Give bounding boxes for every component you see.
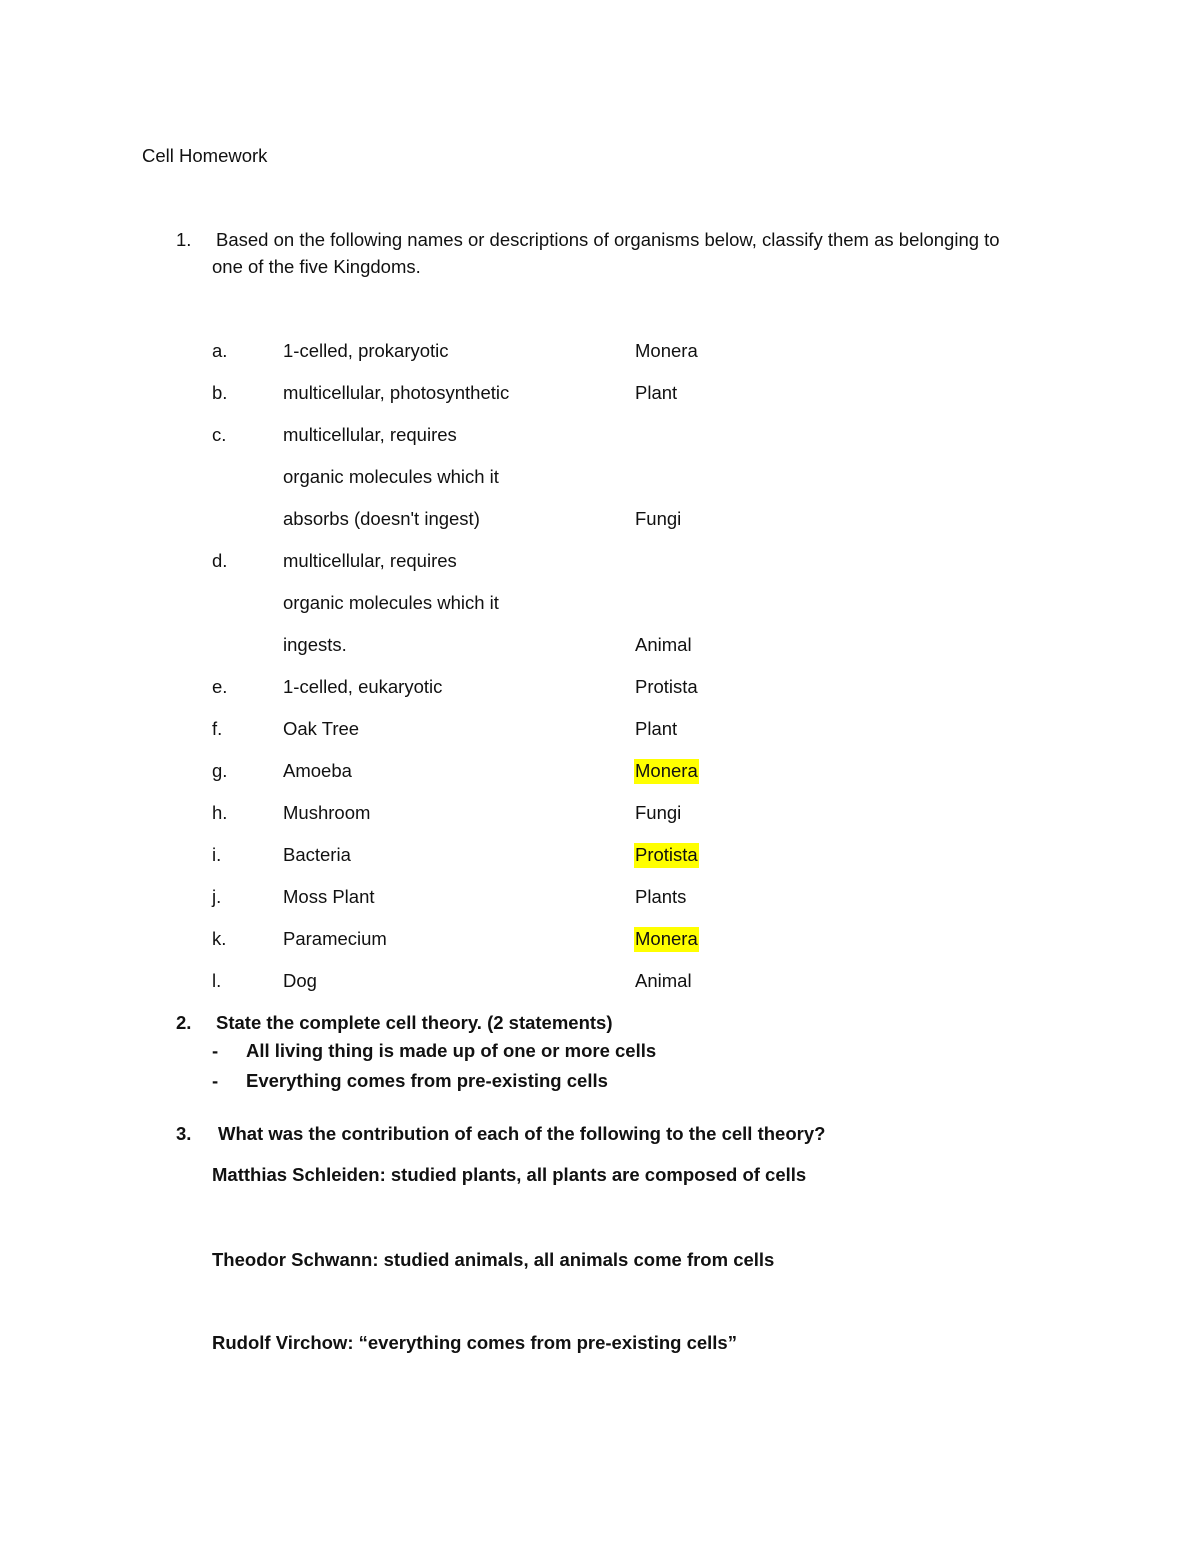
item-letter: i. (212, 844, 222, 865)
q2-answer: Everything comes from pre-existing cells (246, 1070, 608, 1091)
q1-number: 1. (176, 229, 192, 250)
item-letter: k. (212, 928, 227, 949)
item-answer-highlighted: Monera (634, 759, 699, 784)
item-description: multicellular, photosynthetic (283, 382, 510, 403)
item-answer: Plant (635, 718, 678, 739)
item-description: Amoeba (283, 760, 352, 781)
q1-text-line2: one of the five Kingdoms. (212, 256, 421, 277)
item-description: 1-celled, prokaryotic (283, 340, 449, 361)
q3-number: 3. (176, 1123, 192, 1144)
item-answer: Plant (635, 382, 678, 403)
q3-answer-schleiden: Matthias Schleiden: studied plants, all plants are composed of cells (212, 1164, 807, 1185)
q2-number: 2. (176, 1012, 192, 1033)
q2-answer: All living thing is made up of one or more cells (246, 1040, 657, 1061)
item-description: multicellular, requires (283, 550, 457, 571)
item-answer: Animal (635, 634, 692, 655)
q1-text-line1: Based on the following names or descriptions of organisms below, classify them as belonging to (216, 229, 1000, 250)
item-description: Bacteria (283, 844, 351, 865)
q3-text: What was the contribution of each of the following to the cell theory? (218, 1123, 826, 1144)
page-title: Cell Homework (142, 145, 268, 166)
item-description: Oak Tree (283, 718, 360, 739)
item-description: organic molecules which it (283, 466, 499, 487)
q3-answer-schwann: Theodor Schwann: studied animals, all animals come from cells (212, 1249, 775, 1270)
item-description: Mushroom (283, 802, 371, 823)
item-answer: Protista (635, 676, 698, 697)
item-letter: c. (212, 424, 227, 445)
item-answer-highlighted: Monera (634, 927, 699, 952)
item-description: Paramecium (283, 928, 387, 949)
item-description: organic molecules which it (283, 592, 499, 613)
item-answer-highlighted: Protista (634, 843, 699, 868)
item-answer: Animal (635, 970, 692, 991)
item-description: multicellular, requires (283, 424, 457, 445)
item-letter: h. (212, 802, 228, 823)
item-description: 1-celled, eukaryotic (283, 676, 443, 697)
item-letter: e. (212, 676, 228, 697)
item-description: Moss Plant (283, 886, 375, 907)
item-description: Dog (283, 970, 317, 991)
item-description: ingests. (283, 634, 347, 655)
item-answer: Plants (635, 886, 687, 907)
item-letter: g. (212, 760, 228, 781)
item-answer: Fungi (635, 508, 682, 529)
q2-text: State the complete cell theory. (2 statements) (216, 1012, 613, 1033)
item-letter: d. (212, 550, 228, 571)
q3-answer-virchow: Rudolf Virchow: “everything comes from pre-existing cells” (212, 1332, 737, 1353)
item-letter: l. (212, 970, 222, 991)
item-description: absorbs (doesn't ingest) (283, 508, 480, 529)
item-letter: a. (212, 340, 228, 361)
item-answer: Monera (635, 340, 698, 361)
item-answer: Fungi (635, 802, 682, 823)
item-letter: b. (212, 382, 228, 403)
q2-bullet: - (212, 1070, 219, 1091)
q2-bullet: - (212, 1040, 219, 1061)
item-letter: j. (212, 886, 222, 907)
item-letter: f. (212, 718, 223, 739)
